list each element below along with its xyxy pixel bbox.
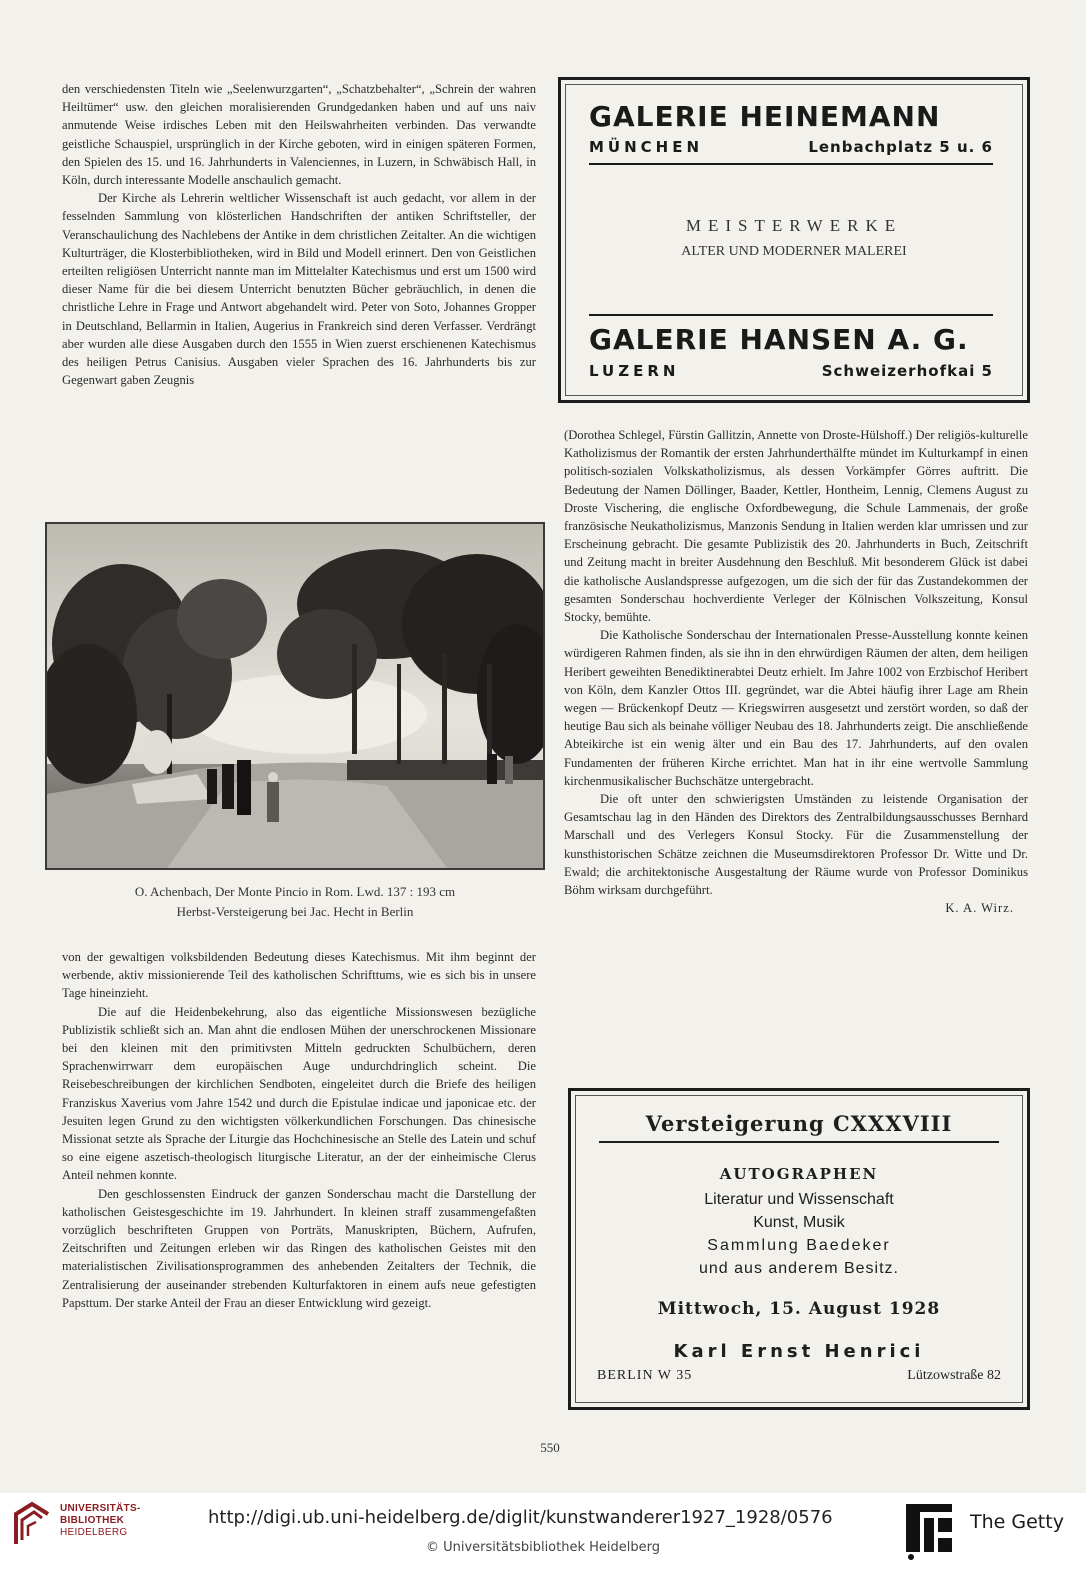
divider — [589, 314, 993, 316]
auction-title: Versteigerung CXXXVIII — [645, 1111, 953, 1136]
heinemann-address: Lenbachplatz 5 u. 6 — [808, 138, 993, 156]
digital-library-footer — [0, 1493, 1086, 1583]
auction-line1: Literatur und Wissenschaft — [704, 1191, 894, 1208]
hansen-city: LUZERN — [589, 362, 680, 380]
author-signature: K. A. Wirz. — [945, 901, 1014, 916]
auction-street: Lützowstraße 82 — [907, 1368, 1001, 1383]
permalink-url[interactable]: http://digi.ub.uni-heidelberg.de/diglit/kunstwanderer1927_1928/0576 — [208, 1507, 833, 1528]
galerie-hansen-title: GALERIE HANSEN A. G. — [589, 323, 969, 356]
page-number: 550 — [540, 1440, 560, 1455]
auction-line4: und aus anderem Besitz. — [699, 1260, 899, 1277]
paragraph: Den geschlossensten Eindruck der ganzen Sonderschau macht die Darstellung der katholischen Geistesgeschichte im 19. Jahrhundert. In kleinen straff zusammengefaßten vorzüglich beschrifteten Gruppen von Porträts, Manuskripten, Büchern, Aufrufen, Zeitschriften und Zeitungen erleben wir das Ringen des katholischen Geistes mit den materialistischen Zivilisationsprogrammen des anhebenden Zeitalters der Technik, die Zentralisierung der auseinander strebenden Kulturfaktoren in einem aufs neue gefestigten Papsttum. Der starke Anteil der Frau an dieser Entwicklung wird gezeigt. — [62, 1186, 536, 1310]
heinemann-city: MÜNCHEN — [589, 138, 704, 156]
auction-line2: Kunst, Musik — [753, 1214, 845, 1231]
figure-caption-line2: Herbst-Versteigerung bei Jac. Hecht in Berlin — [176, 904, 414, 919]
library-name-line3: HEIDELBERG — [60, 1527, 128, 1538]
paragraph: (Dorothea Schlegel, Fürstin Gallitzin, Annette von Droste-Hülshoff.) Der religiös-kulturelle Katholizismus der Romantik der ersten Jahrhunderthälfte mündet im Kulturkampf in einen politisch-sozialen Volkskatholizismus, als dessen Vorkämpfer Görres auftritt. Die Bedeutung der Namen Döllinger, Baader, Kettler, Hontheim, Lennig, Clemens August zu Droste Vischering, die englische Oxfordbewegung, die Schule Lammenais, der große französische Neukatholizismus, Manzonis Sendung in Italien werden klar umrissen und zur Erscheinung gebracht. Die gesamte Publizistik des 20. Jahrhunderts in Buch, Zeitschrift und Zeitung macht in breiter Ausdehnung den Beschluß. Mit besonderem Glück ist dabei die katholische Auslandspresse aufgezogen, um die sich der für das Zustandekommen der gesamten Sonderschau hochverdiente Verleger der Kölnischen Volkszeitung, Konsul Stocky, bemühte. — [564, 428, 1028, 625]
paragraph: Die auf die Heidenbekehrung, also das eigentliche Missionswesen bezügliche Publizistik schließt sich an. Man ahnt die endlosen Mühen der unerschrockenen Missionare bei den kleinen mit den primitivsten Mitteln gedruckten Schulbüchern, deren Sprachenwirrwarr dem europäischen Auge undurchdringlich scheint. Die Reisebeschreibungen der kirchlichen Sendboten, eingeleitet durch die Briefe des heiligen Franziskus Xaverius vom Jahre 1542 und durch die Epistulae indicae und japonicae etc. der Jesuiten legen Grund zu den wichtigsten völkerkundlichen Forschungen. Das chinesische Missionat setzte als Sprache der Liturgie das Hochchinesische an Stelle des Latein und schuf so eine eigene aszetisch-theologisch liturgische Literatur, an der der einheimische Clerus Anteil nehmen konnte. — [62, 1004, 536, 1183]
auction-line3: Sammlung Baedeker — [707, 1237, 891, 1254]
paragraph: Die Katholische Sonderschau der Internationalen Presse-Ausstellung konnte keinen würdigeren Rahmen finden, als sie ihn in den ehrwürdigen Räumen der alten, dem heiligen Heribert geweihten Benediktinerabtei Deutz erhielt. Im Jahre 1002 von Erzbischof Heribert von Köln, dem Kanzler Ottos III. gegründet, war die Abtei häufig ihrer Lage am Rhein wegen — Brückenkopf Deutz — Kriegswirren ausgesetzt und zerstört worden, so daß der heutige Bau sich als beinahe völliger Neubau des 18. Jahrhunderts zeigt. Die anschließende Abteikirche ist ein wenig älter und ein Bau des 17. Jahrhunderts, auf den ovalen Fundamenten der früheren Kirche errichtet. Man hat in ihr eine wertvolle Sammlung kirchenmusikalischer Buchschätze untergebracht. — [564, 628, 1028, 788]
hansen-address: Schweizerhofkai 5 — [821, 362, 993, 380]
getty-logo-icon — [906, 1504, 952, 1560]
malerei-line: ALTER UND MODERNER MALEREI — [681, 244, 907, 259]
divider — [589, 163, 993, 165]
meisterwerke-line: MEISTERWERKE — [685, 216, 903, 235]
galerie-advertisement — [558, 77, 1030, 403]
paragraph: Die oft unter den schwierigsten Umständen zu leistende Organisation der Gesamtschau lag in den Händen des Direktors des Zentralbildungsausschusses Bernhard Marschall und des Verlegers Konsul Stocky. Für die Zusammenstellung der kunsthistorischen Schätze zeichnen die Museumsdirektoren Professor Dr. Witte und Dr. Ewald; die architektonische Ausgestaltung der Räume wurde von Professor Dominikus Böhm wirksam durchgeführt. — [564, 792, 1028, 898]
galerie-heinemann-title: GALERIE HEINEMANN — [589, 100, 941, 133]
auction-advertisement — [568, 1088, 1030, 1410]
auction-firm: Karl Ernst Henrici — [673, 1341, 925, 1362]
auction-date: Mittwoch, 15. August 1928 — [657, 1299, 941, 1319]
library-name-line2: BIBLIOTHEK — [60, 1515, 125, 1526]
library-name-line1: UNIVERSITÄTS- — [60, 1503, 141, 1514]
auction-address-line — [597, 1368, 1001, 1384]
monte-pincio-painting — [47, 524, 543, 868]
auction-subtitle: AUTOGRAPHEN — [719, 1165, 879, 1183]
painting-reproduction — [45, 522, 545, 870]
copyright-notice: © Universitätsbibliothek Heidelberg — [425, 1540, 660, 1555]
paragraph: Der Kirche als Lehrerin weltlicher Wissenschaft ist auch gedacht, vor allem in der fesselnden Sammlung von klösterlichen Handschriften der antiken Schriftsteller, der Veranschaulichung des Nachlebens der Antike in dem christlichen Zeitalter. An die wichtigen Kulturträger, die Klosterbibliotheken, wird in Bild und Modell erinnert. Den von Geistlichen erteilten religiösen Unterricht nannte man im Mittelalter Katechismus und erst um 1500 wird dieser Name für die bei diesem Unterricht benutzten Bücher gebräuchlich, in denen die christliche Lehre in Frage und Antwort abgehandelt wird. Peter von Soto, Johannes Gropper in Deutschland, Bellarmin in Italien, Augerius in Frankreich sind deren Verfasser. Verdrängt aber wurden alle diese Ausgaben durch den 1555 in Wien zuerst erschienenen Katechismus des heiligen Petrus Canisius. Ausgaben vieler Sprachen des 16. Jahrhunderts bis zur Gegenwart gaben Zeugnis — [62, 191, 536, 388]
figure-caption-line1: O. Achenbach, Der Monte Pincio in Rom. Lwd. 137 : 193 cm — [134, 884, 456, 899]
paragraph: von der gewaltigen volksbildenden Bedeutung dieses Katechismus. Mit ihm beginnt der werbende, aktiv missionierende Teil des katholischen Schrifttums, wie es sich bis in unsere Tage hineinzieht. — [62, 950, 536, 1001]
divider — [599, 1141, 999, 1143]
getty-name: The Getty — [970, 1511, 1064, 1533]
article-column-left-top — [62, 80, 536, 389]
article-column-right — [564, 426, 1028, 917]
article-column-left-bottom — [62, 948, 536, 1312]
paragraph: den verschiedensten Titeln wie „Seelenwurzgarten“, „Schatzbehalter“, „Schrein der wahren Heiltümer“ usw. den gleichen moralisierenden Grundgedanken haben und auf uns naiv anmutende Weise irdisches Leben mit den Heilswahrheiten verbinden. Das verwandte geistliche Schauspiel, ursprünglich in der Kirche geboten, wird in einigen späteren Formen, den Spielen des 15. und 16. Jahrhunderts in Valenciennes, in Luzern, in Schwäbisch Hall, in Köln, durch interessante Modelle anschaulich gemacht. — [62, 82, 536, 188]
auction-city: BERLIN W 35 — [597, 1368, 693, 1383]
